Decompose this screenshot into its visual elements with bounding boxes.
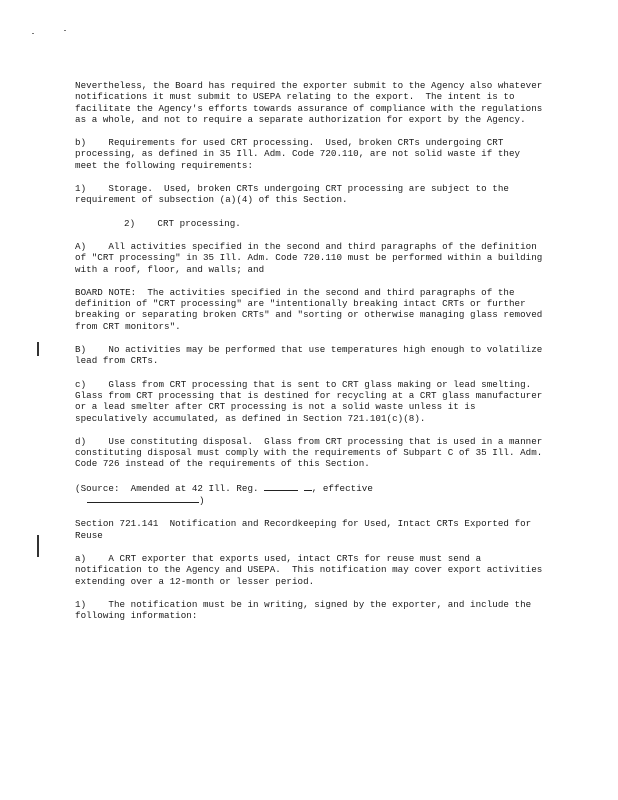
section-heading: Section 721.141 Notification and Recordkeeping for Used, Intact CRTs Exported for Reuse [75,518,537,541]
paragraph-c-glass: c) Glass from CRT processing that is sent to CRT glass making or lead smelting. Glass from CRT processing that is destined for recycling at a CRT glass manufacturer or a lead smelter after CRT processing is not a solid waste unless it is speculatively accumulated, as defined in Section 721.101(c)(8). [75,378,548,424]
revision-bar [37,535,39,557]
register-page-blank [264,482,298,491]
paragraph-b-requirements: b) Requirements for used CRT processing. Used, broken CRTs undergoing CRT processing, as defined in 35 Ill. Adm. Code 720.110, are not solid waste if they meet the following requirements: [75,137,526,171]
paragraph-b-temperatures: B) No activities may be performed that use temperatures high enough to volatilize lead from CRTs. [75,344,548,367]
document-body [75,80,548,622]
scan-speck [32,33,34,34]
source-note [75,482,545,507]
register-page-blank [304,482,312,491]
paragraph-nevertheless: Nevertheless, the Board has required the exporter submit to the Agency also whatever notifications it must submit to USEPA relating to the export. The intent is to facilitate the Agency's efforts towards assurance of compliance with the regulations as a whole, and not to require a separate authorization for export by the Agency. [75,80,548,125]
board-note: BOARD NOTE: The activities specified in the second and third paragraphs of the definition of "CRT processing" are "intentionally breaking intact CRTs or further breaking or separating broken CRTs" and "sorting or otherwise managing glass removed from CRT monitors". [75,286,548,332]
revision-bar [37,342,39,356]
source-prefix: (Source: Amended at 42 Ill. Reg. [75,482,265,494]
paragraph-a-exporter: a) A CRT exporter that exports used, intact CRTs for reuse must send a notification to the Agency and USEPA. This notification may cover export activities extending over a 12-month or lesser period. [75,552,548,587]
paragraph-d-disposal: d) Use constituting disposal. Glass from CRT processing that is used in a manner constituting disposal must comply with the requirements of Subpart C of 35 Ill. Adm. Code 726 instead of the requirements of this Section. [75,435,548,470]
scan-speck [64,30,66,31]
paragraph-1-notification: 1) The notification must be in writing, signed by the exporter, and include the following information: [75,598,537,622]
source-suffix: ) [199,495,205,507]
paragraph-1-storage: 1) Storage. Used, broken CRTs undergoing CRT processing are subject to the requirement of subsection (a)(4) of this Section. [75,183,515,206]
source-middle: , effective [311,482,373,494]
effective-date-blank [87,494,199,503]
paragraph-2-crt-processing: 2) CRT processing. [124,217,241,229]
paragraph-a-activities: A) All activities specified in the second and third paragraphs of the definition of "CRT processing" in 35 Ill. Adm. Code 720.110 must be performed within a building with a roof, floor, and walls; and [75,240,548,275]
